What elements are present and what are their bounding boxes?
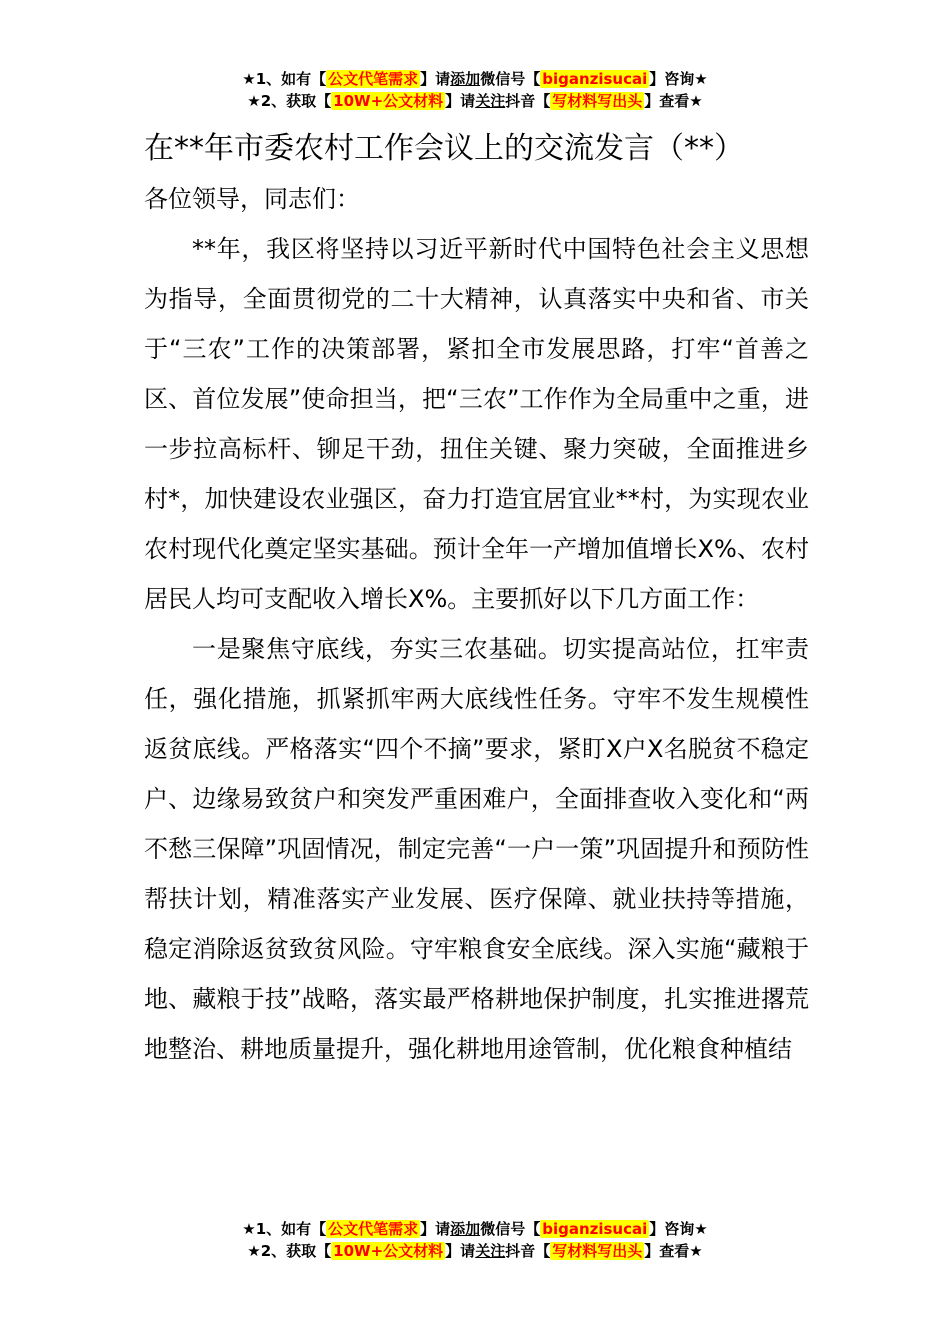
- banner-line-1: [0, 1218, 950, 1240]
- star-icon: ★: [689, 1242, 703, 1260]
- star-icon: ★: [242, 1220, 256, 1238]
- paragraph-intro: **年，我区将坚持以习近平新时代中国特色社会主义思想为指导，全面贯彻党的二十大精神，认真落实中央和省、市关于“三农”工作的决策部署，紧扣全市发展思路，打牢“首善之区、首位发展”使命担当，把“三农”工作作为全局重中之重，进一步拉高标杆、铆足干劲，扭住关键、聚力突破，全面推进乡村*，加快建设农业强区，奋力打造宜居宜业**村，为实现农业农村现代化奠定坚实基础。预计全年一产增加值增长X%、农村居民人均可支配收入增长X%。主要抓好以下几方面工作：: [144, 235, 809, 613]
- top-banner: [0, 68, 950, 112]
- banner-line-1: [0, 68, 950, 90]
- banner-text: 2、获取【: [260, 92, 332, 110]
- star-icon: ★: [694, 1220, 708, 1238]
- banner-text: 微信号【: [480, 70, 541, 88]
- star-icon: ★: [242, 70, 256, 88]
- banner-text: 2、获取【: [260, 1242, 332, 1260]
- banner-text: 】查看: [644, 1242, 690, 1260]
- highlight-wechat-id: biganzisucai: [542, 1220, 648, 1238]
- banner-text: 1、如有【: [255, 1220, 327, 1238]
- highlight-wechat-id: biganzisucai: [542, 70, 648, 88]
- banner-underlined-text: 添加: [450, 70, 481, 88]
- banner-text: 】请: [420, 1220, 451, 1238]
- highlight-douyin-account: 写材料写出头: [552, 92, 643, 110]
- star-icon: ★: [689, 92, 703, 110]
- document-body: [144, 124, 809, 1074]
- star-icon: ★: [694, 70, 708, 88]
- banner-text: 1、如有【: [255, 70, 327, 88]
- banner-underlined-text: 关注: [475, 92, 506, 110]
- banner-text: 】咨询: [649, 1220, 695, 1238]
- highlight-ghostwriting: 公文代笔需求: [328, 1220, 419, 1238]
- banner-text: 】请: [420, 70, 451, 88]
- bottom-banner: [0, 1218, 950, 1262]
- salutation: 各位领导，同志们：: [144, 185, 360, 213]
- banner-text: 】查看: [644, 92, 690, 110]
- banner-text: 抖音【: [505, 1242, 551, 1260]
- highlight-materials: 10W+公文材料: [333, 92, 444, 110]
- banner-text: 】请: [445, 92, 476, 110]
- banner-underlined-text: 关注: [475, 1242, 506, 1260]
- banner-line-2: [0, 1240, 950, 1262]
- banner-text: 抖音【: [505, 92, 551, 110]
- highlight-materials: 10W+公文材料: [333, 1242, 444, 1260]
- star-icon: ★: [247, 92, 261, 110]
- document-title: 在**年市委农村工作会议上的交流发言（**）: [144, 131, 744, 166]
- highlight-douyin-account: 写材料写出头: [552, 1242, 643, 1260]
- banner-text: 微信号【: [480, 1220, 541, 1238]
- paragraph-point-one: 一是聚焦守底线，夯实三农基础。切实提高站位，扛牢责任，强化措施，抓紧抓牢两大底线性任务。守牢不发生规模性返贫底线。严格落实“四个不摘”要求，紧盯X户X名脱贫不稳定户、边缘易致贫户和突发严重困难户，全面排查收入变化和“两不愁三保障”巩固情况，制定完善“一户一策”巩固提升和预防性帮扶计划，精准落实产业发展、医疗保障、就业扶持等措施，稳定消除返贫致贫风险。守牢粮食安全底线。深入实施“藏粮于地、藏粮于技”战略，落实最严格耕地保护制度，扎实推进撂荒地整治、耕地质量提升，强化耕地用途管制，优化粮食种植结: [144, 635, 809, 1063]
- star-icon: ★: [247, 1242, 261, 1260]
- banner-line-2: [0, 90, 950, 112]
- banner-text: 】咨询: [649, 70, 695, 88]
- banner-text: 】请: [445, 1242, 476, 1260]
- banner-underlined-text: 添加: [450, 1220, 481, 1238]
- highlight-ghostwriting: 公文代笔需求: [328, 70, 419, 88]
